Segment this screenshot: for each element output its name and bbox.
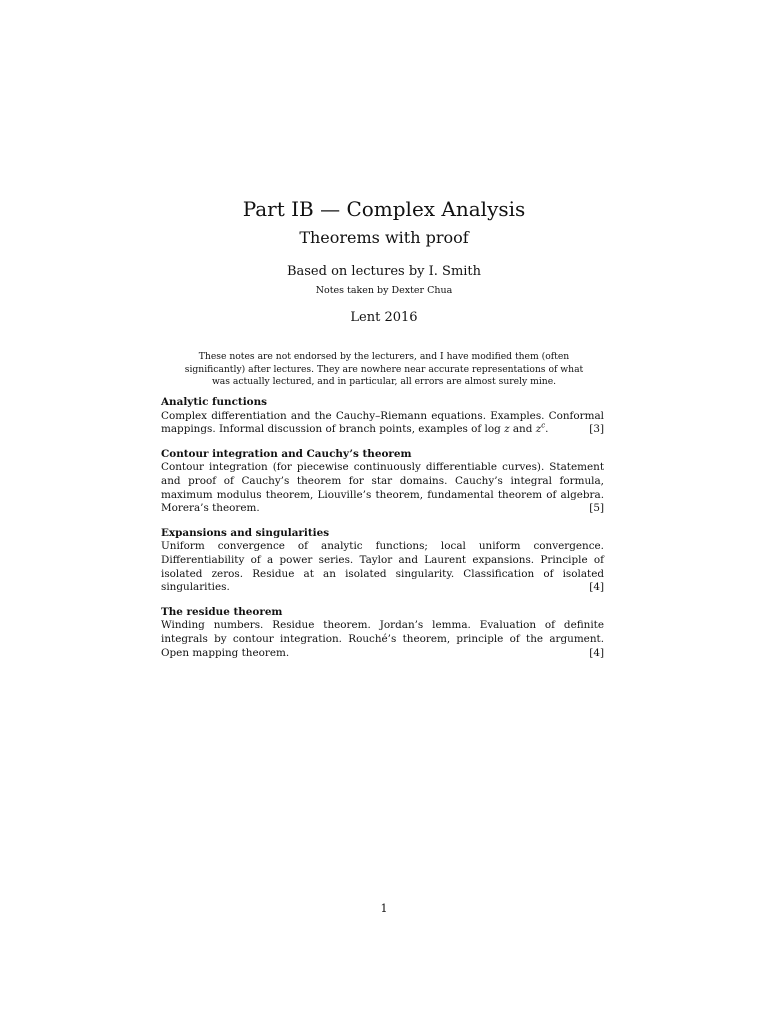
section-heading: Analytic functions <box>161 396 268 408</box>
section-body <box>161 619 604 660</box>
section-text-end: . <box>545 423 549 436</box>
section-body <box>161 410 604 437</box>
document-title: Part IB — Complex Analysis <box>242 197 526 221</box>
lecture-count: [3] <box>589 423 604 436</box>
section-heading: Contour integration and Cauchy’s theorem <box>161 447 412 460</box>
lecture-count: [4] <box>589 646 604 659</box>
schedule-section <box>161 396 604 437</box>
math-variable: z <box>535 423 542 436</box>
notetaker-credit: Notes taken by Dexter Chua <box>315 285 453 296</box>
section-body <box>161 461 604 515</box>
disclaimer-text: These notes are not endorsed by the lecturers, and I have modified them (often significantly) after lectures. They are nowhere near accurate representations of what was actually lectured, and in particular, all errors are almost surely mine. <box>184 351 584 387</box>
page-number: 1 <box>380 902 388 915</box>
section-text: Contour integration (for piecewise continuously differentiable curves). Statement and proof of Cauchy’s theorem for star domains. Cauchy’s integral formula, maximum modulus theorem, Liouville’s theorem, fundamental theorem of algebra. Morera’s theorem. <box>161 461 604 515</box>
section-text: Winding numbers. Residue theorem. Jordan’s lemma. Evaluation of definite integrals by contour integration. Rouché’s theorem, principle of the argument. Open mapping theorem. <box>161 619 604 659</box>
lecture-count: [5] <box>589 502 604 515</box>
section-text-connector: and <box>509 423 536 436</box>
section-text: Complex differentiation and the Cauchy–Riemann equations. Examples. Conformal mappings. Informal discussion of branch points, examples of log <box>161 409 604 436</box>
math-variable: z <box>504 423 510 436</box>
schedule-section <box>161 606 604 660</box>
section-heading: Expansions and singularities <box>161 526 330 539</box>
course-schedule <box>161 396 604 671</box>
section-text: Uniform convergence of analytic functions; local uniform convergence. Differentiability of a power series. Taylor and Laurent expansions. Principle of isolated zeros. Residue at an isolated singularity. Classification of isolated singularities. <box>161 540 604 594</box>
lecture-count: [4] <box>589 581 604 594</box>
section-body <box>161 540 604 594</box>
lecturer-credit: Based on lectures by I. Smith <box>286 264 482 279</box>
math-superscript: c <box>541 421 546 430</box>
document-subtitle: Theorems with proof <box>299 228 469 247</box>
term-date: Lent 2016 <box>350 310 418 325</box>
schedule-section <box>161 448 604 516</box>
schedule-section <box>161 527 604 595</box>
section-heading: The residue theorem <box>161 605 283 618</box>
